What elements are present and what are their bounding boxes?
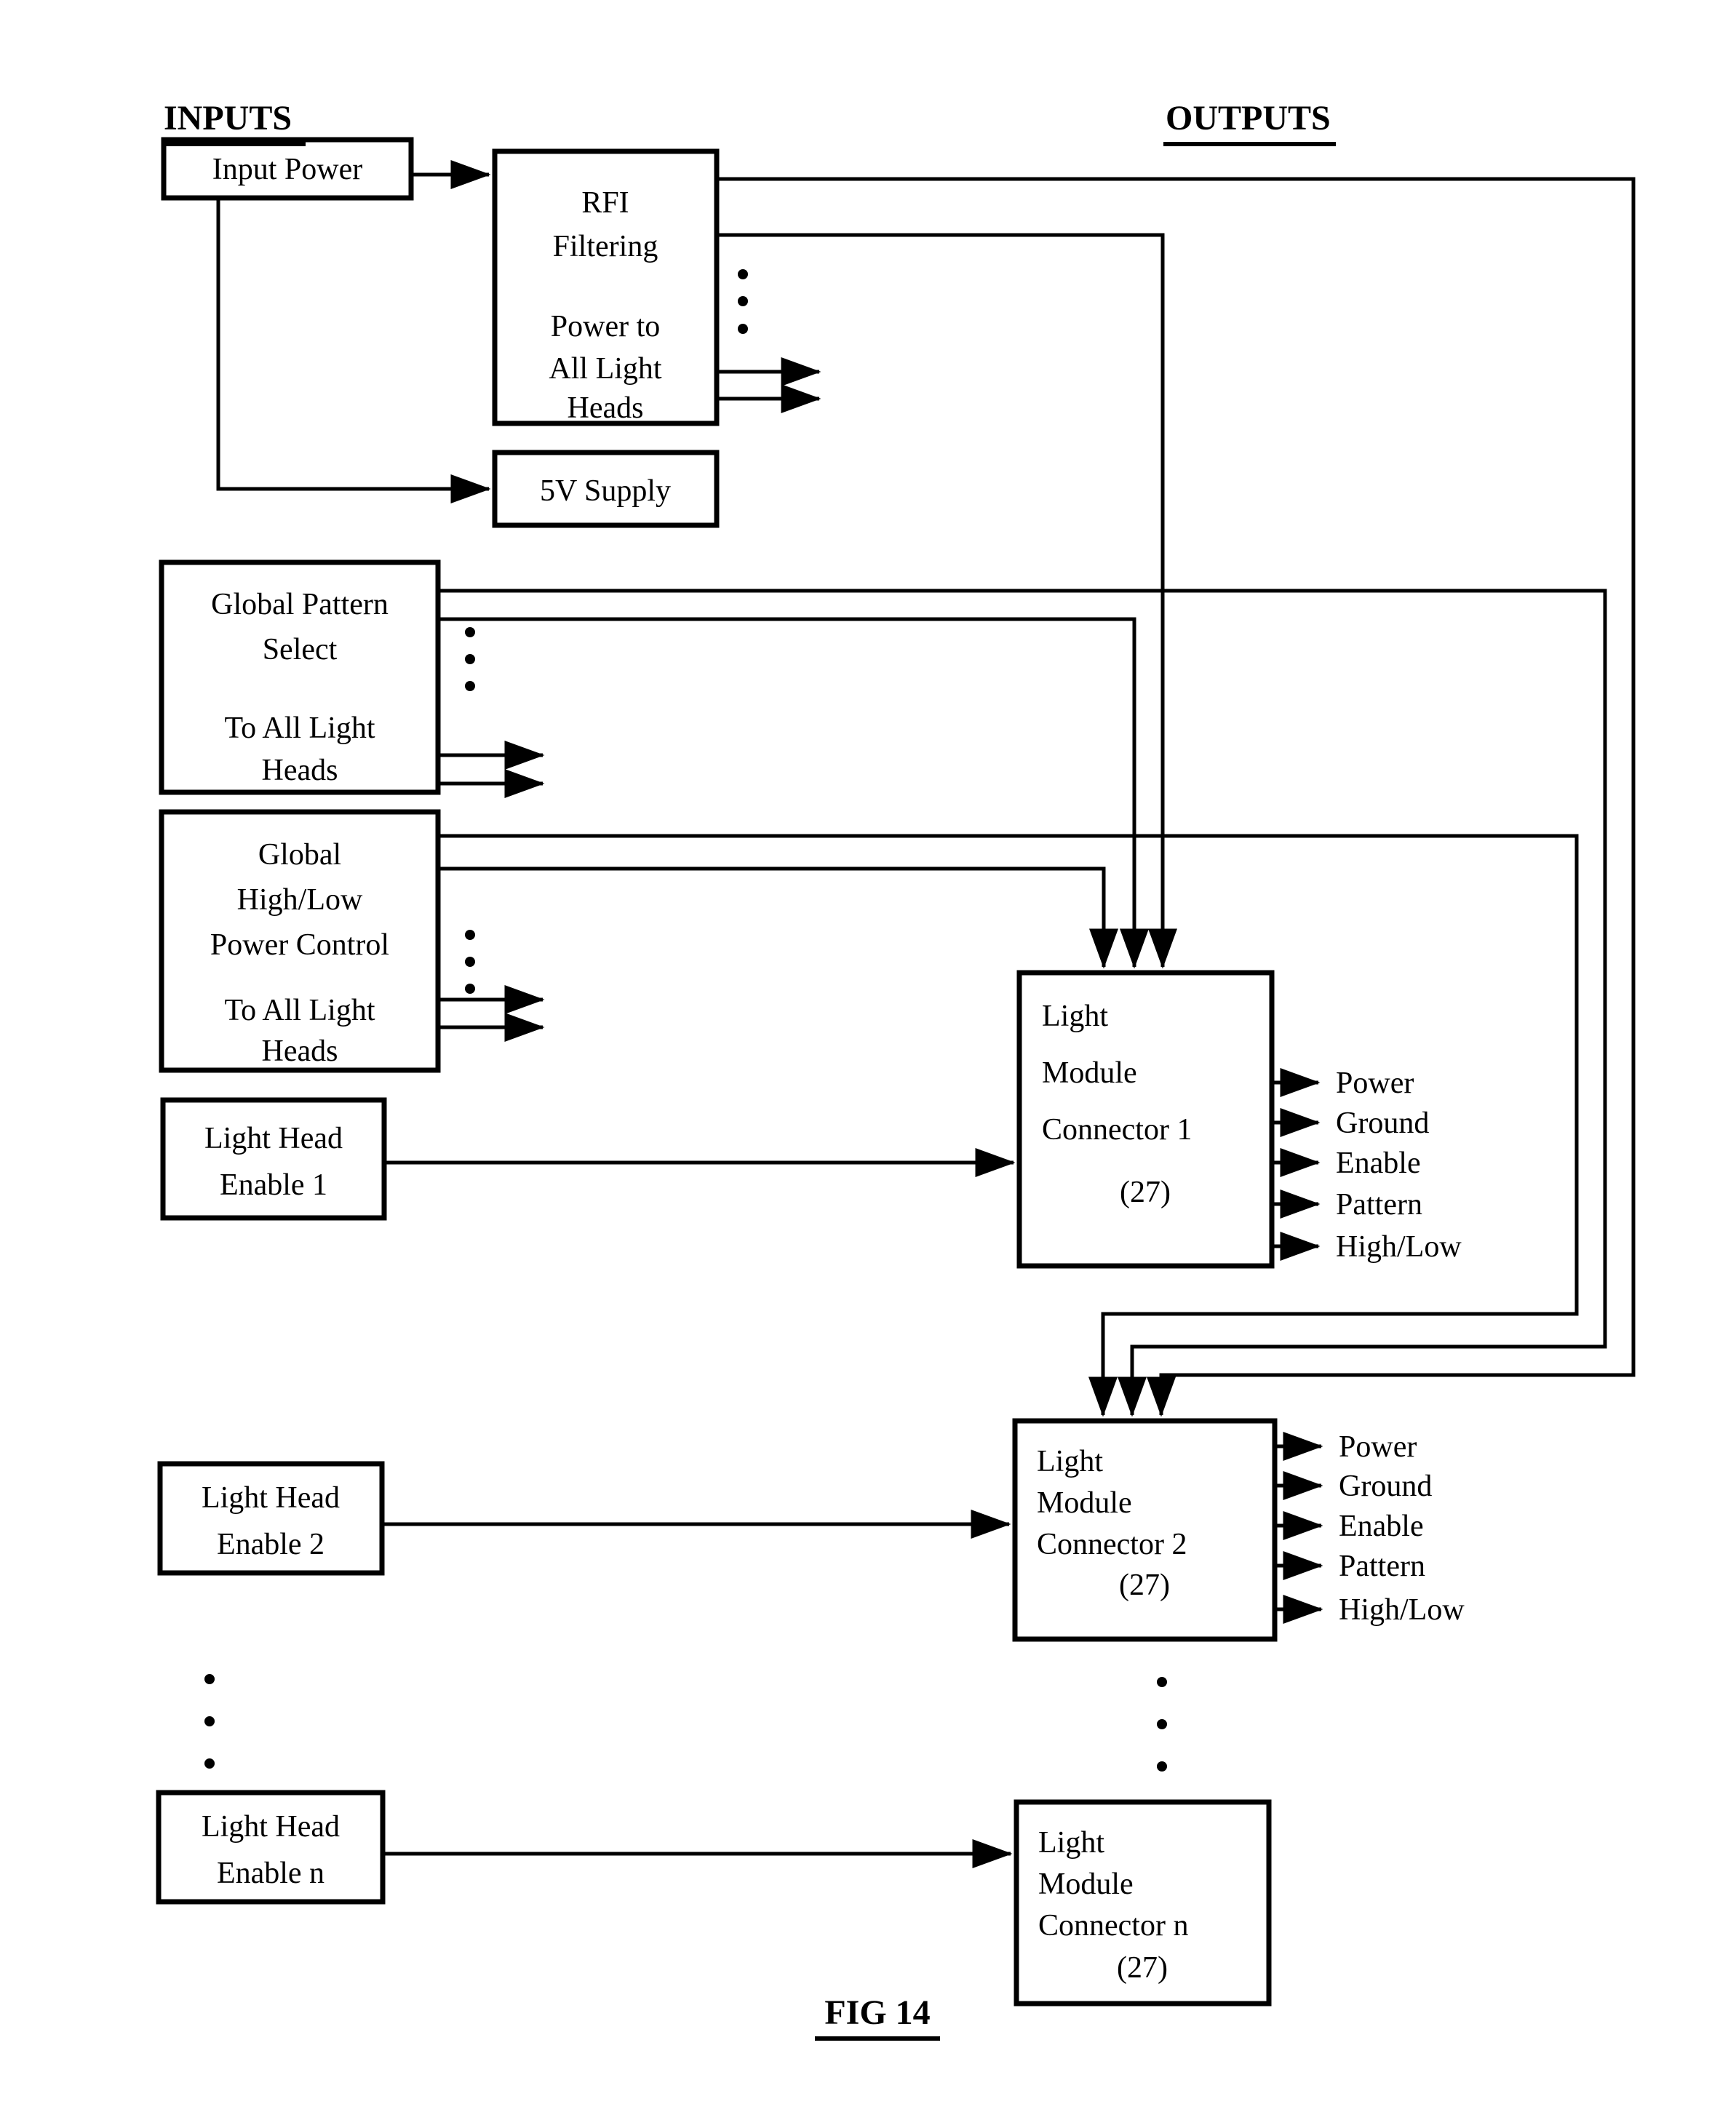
connector-1-line-3: Connector 1 [1042, 1113, 1192, 1147]
enable-1-line-2: Enable 1 [219, 1168, 328, 1202]
enable-2-line-1: Light Head [201, 1481, 341, 1515]
connector-2-highlow-label: High/Low [1339, 1593, 1465, 1627]
connector-1-line-1: Light [1042, 1000, 1108, 1033]
connector-2-outputs [1275, 1430, 1465, 1627]
rfi-line-3: Power to [550, 310, 661, 343]
figure-caption [815, 1993, 940, 2039]
bus-pattern-to-connector-1 [438, 619, 1134, 967]
five-v-supply-box [495, 453, 717, 525]
inputs-heading-label: INPUTS [164, 99, 292, 138]
connector-2-ground-label: Ground [1339, 1470, 1433, 1503]
light-module-connector-n-box [1016, 1802, 1269, 2004]
connector-1-ground-label: Ground [1336, 1107, 1430, 1140]
rfi-line-2: Filtering [552, 230, 658, 263]
gps-ellipsis-dots [465, 627, 475, 691]
light-head-enable-1-box [163, 1100, 384, 1218]
input-power-label: Input Power [212, 153, 363, 186]
gps-line-4: Heads [261, 754, 338, 787]
ghl-line-2: High/Low [236, 883, 363, 917]
connector-2-power-label: Power [1339, 1430, 1417, 1464]
light-head-enable-n-box [159, 1793, 383, 1902]
ghl-fanout-arrows [438, 1000, 543, 1027]
outputs-heading [1163, 99, 1336, 144]
connector-1-enable-label: Enable [1336, 1147, 1421, 1180]
connector-2-line-1: Light [1037, 1445, 1103, 1478]
bus-rfi-power-to-connector-1 [717, 235, 1163, 967]
ghl-line-1: Global [258, 838, 342, 872]
rfi-ellipsis-dots [738, 269, 748, 334]
gps-line-2: Select [262, 633, 338, 666]
connector-1-ref-number: (27) [1120, 1176, 1171, 1209]
outputs-heading-label: OUTPUTS [1166, 99, 1331, 138]
global-high-low-box [162, 812, 438, 1070]
ghl-line-3: Power Control [210, 928, 390, 962]
connector-n-ref-number: (27) [1117, 1951, 1168, 1985]
light-module-connector-2-box [1015, 1421, 1275, 1639]
enable-n-line-2: Enable n [216, 1857, 325, 1890]
ghl-line-5: Heads [261, 1035, 338, 1068]
connector-2-line-2: Module [1037, 1486, 1132, 1520]
global-pattern-select-box [162, 562, 438, 792]
rfi-filtering-box [495, 151, 717, 425]
connector-1-power-label: Power [1336, 1067, 1414, 1100]
connector-1-highlow-label: High/Low [1336, 1230, 1462, 1264]
left-column-ellipsis-dots [204, 1674, 215, 1769]
enable-1-line-1: Light Head [204, 1122, 343, 1155]
connector-1-line-2: Module [1042, 1056, 1137, 1090]
enable-n-line-1: Light Head [201, 1810, 341, 1844]
connector-n-line-1: Light [1038, 1826, 1104, 1860]
connector-1-outputs [1272, 1067, 1462, 1264]
rfi-fanout-arrows [717, 372, 819, 399]
connector-1-pattern-label: Pattern [1336, 1188, 1422, 1222]
rfi-line-1: RFI [581, 186, 629, 220]
ghl-ellipsis-dots [465, 930, 475, 994]
connector-2-ref-number: (27) [1119, 1569, 1170, 1602]
figure-caption-label: FIG 14 [824, 1993, 931, 2032]
enable-2-line-2: Enable 2 [216, 1528, 325, 1561]
gps-fanout-arrows [438, 755, 543, 784]
connector-n-line-2: Module [1038, 1868, 1134, 1901]
input-power-box [164, 140, 411, 198]
light-head-enable-2-box [160, 1464, 382, 1573]
connector-column-ellipsis-dots [1157, 1677, 1167, 1772]
connector-2-pattern-label: Pattern [1339, 1550, 1425, 1583]
ghl-line-4: To All Light [224, 994, 375, 1027]
light-module-connector-1-box [1019, 973, 1272, 1266]
bus-rfi-power-to-connector-2 [717, 179, 1633, 1415]
arrow-input-power-to-5v-supply [218, 198, 489, 489]
connector-n-line-3: Connector n [1038, 1909, 1189, 1942]
gps-line-1: Global Pattern [211, 588, 389, 621]
rfi-line-5: Heads [567, 391, 644, 425]
connector-2-line-3: Connector 2 [1037, 1528, 1187, 1561]
five-v-supply-label: 5V Supply [539, 474, 672, 508]
rfi-line-4: All Light [549, 352, 662, 386]
connector-2-enable-label: Enable [1339, 1510, 1424, 1543]
bus-high-low-to-connector-1 [438, 869, 1104, 967]
gps-line-3: To All Light [224, 712, 375, 745]
